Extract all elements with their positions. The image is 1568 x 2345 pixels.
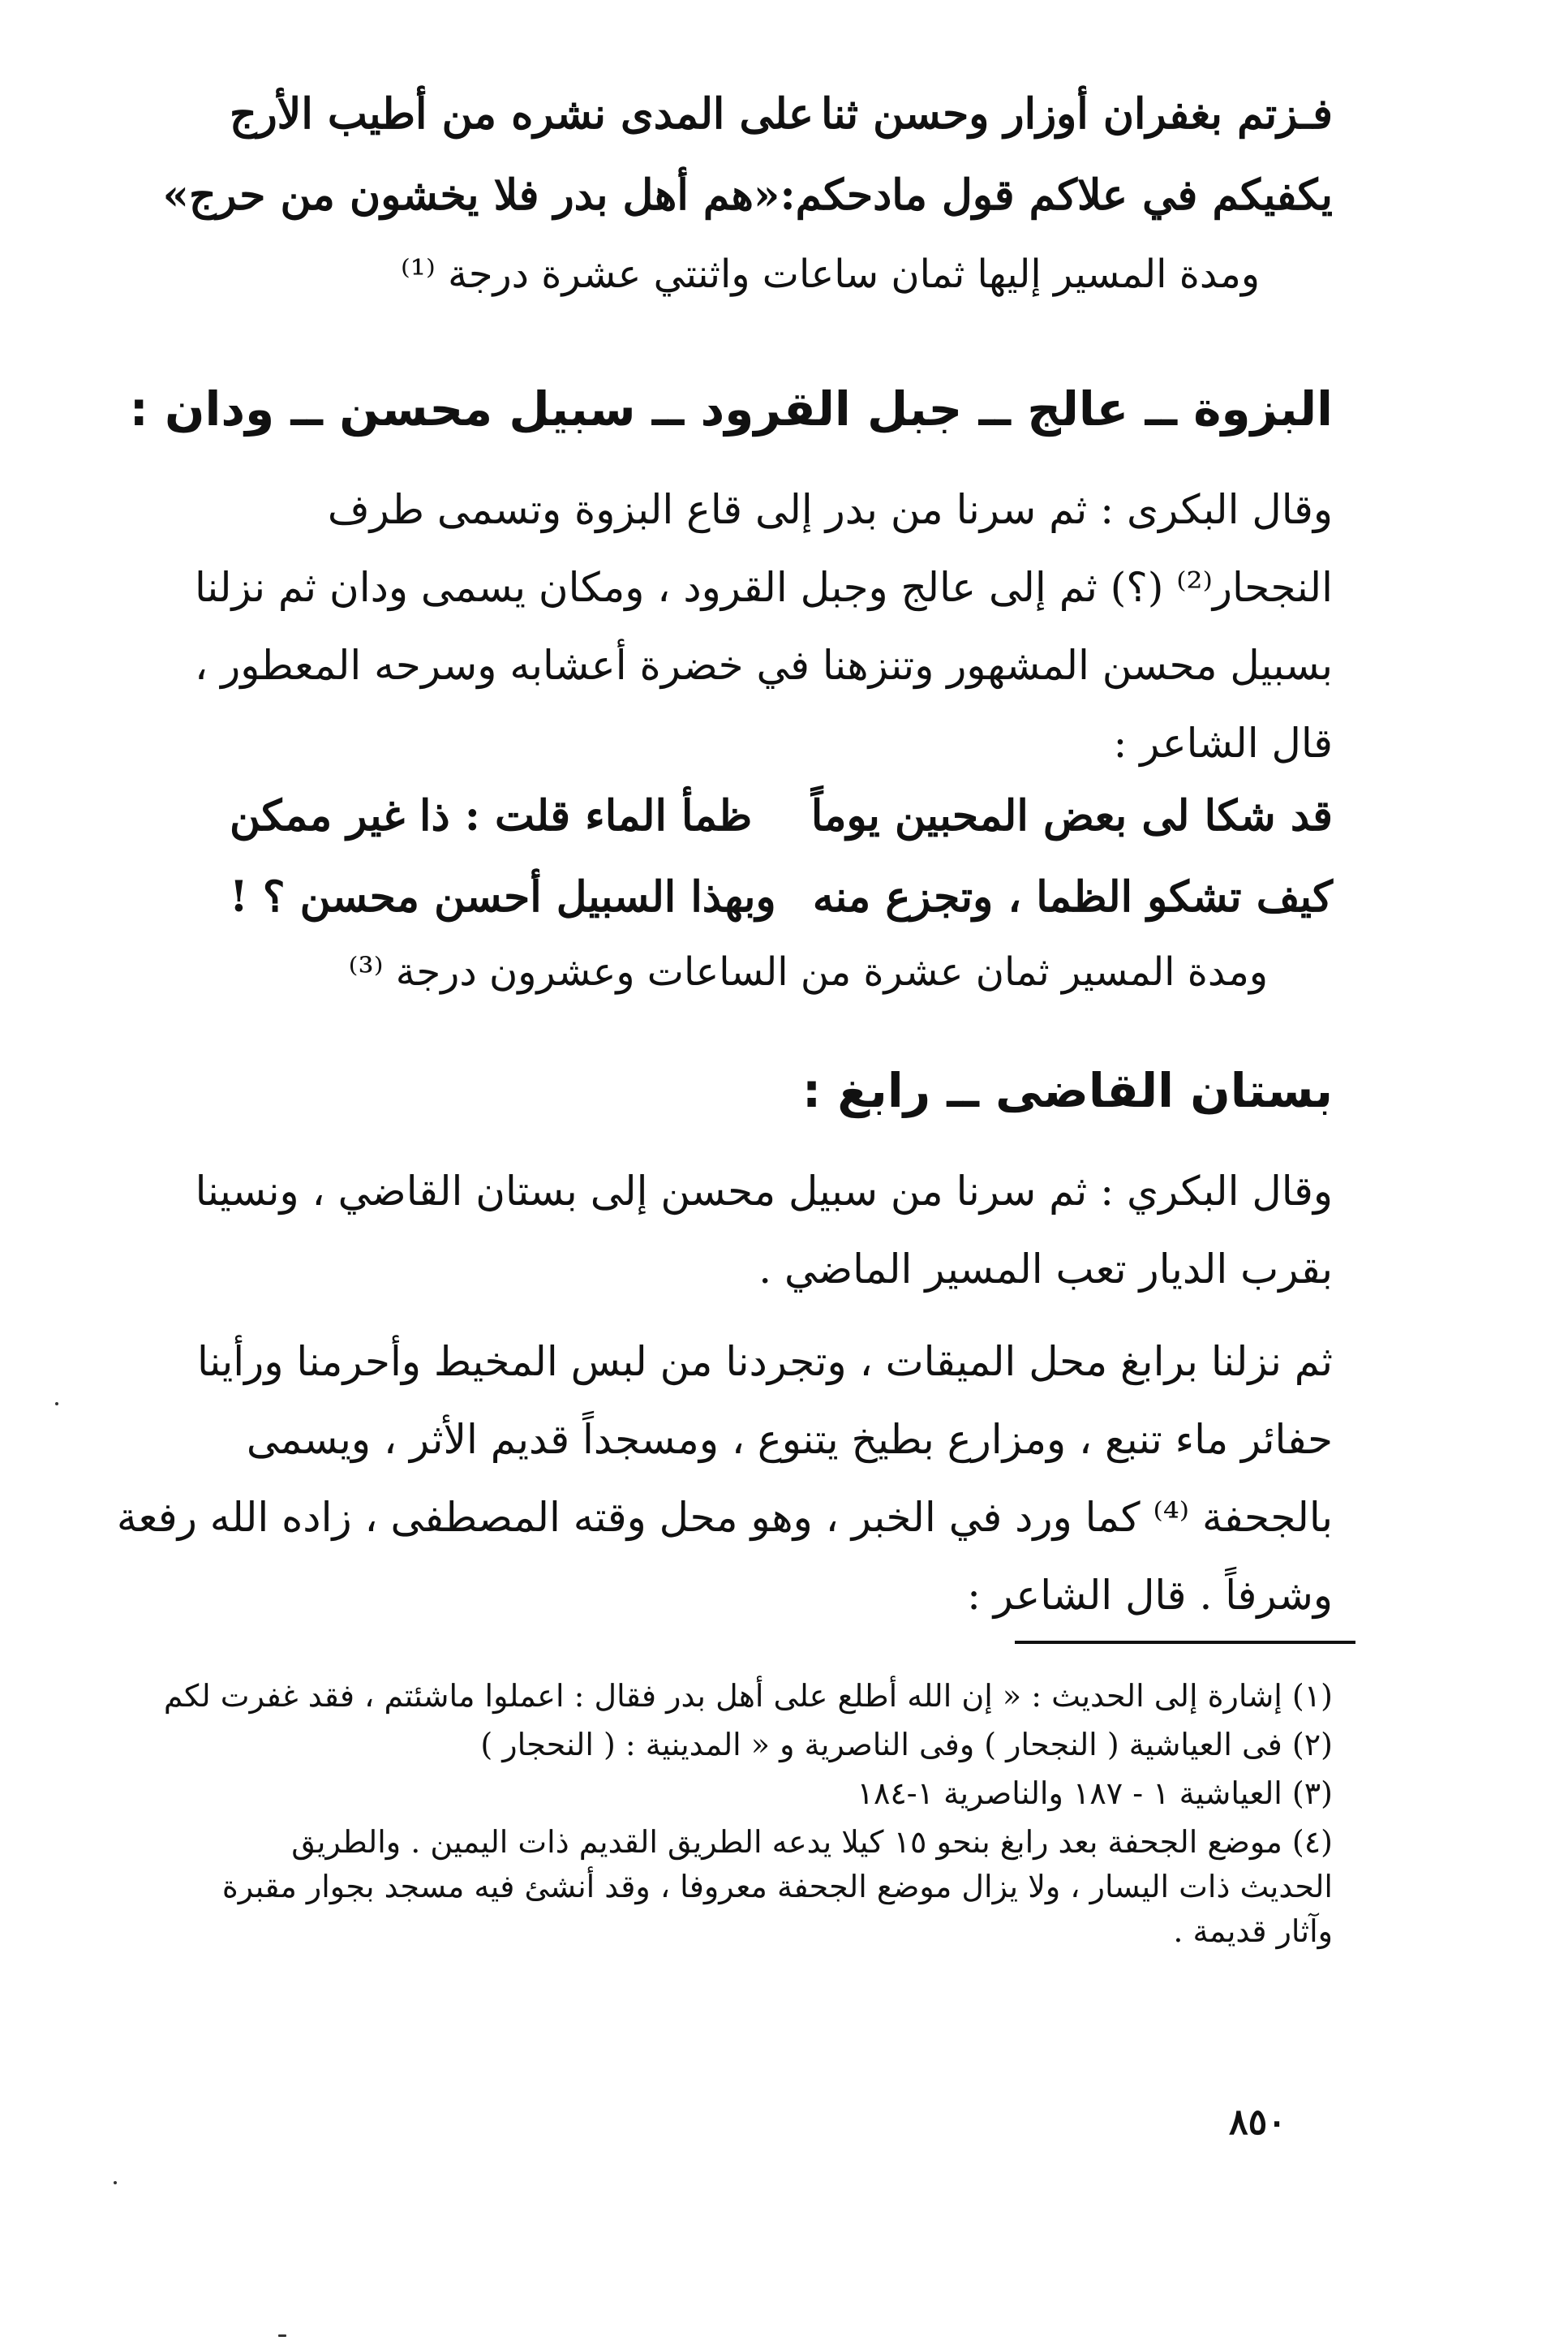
verse-line xyxy=(230,783,1333,848)
page-number: ٨٥٠ xyxy=(1229,2102,1287,2143)
paragraph-line: ثم نزلنا برابغ محل الميقات ، وتجردنا من لبس المخيط وأحرمنا ورأينا xyxy=(197,1338,1333,1385)
paragraph-line: بالجحفة ⁽⁴⁾ كما ورد في الخبر ، وهو محل وقته المصطفى ، زاده الله رفعة xyxy=(116,1494,1333,1541)
verse-hemistich-second: «هم أهل بدر فلا يخشون من حرج» xyxy=(162,170,780,220)
scan-speck xyxy=(114,2181,117,2184)
travel-duration-note: ومدة المسير ثمان عشرة من الساعات وعشرون درجة ⁽³⁾ xyxy=(348,949,1268,995)
verse-hemistich-second: ظمأ الماء قلت : ذا غير ممكن xyxy=(230,790,753,841)
footnote: (٣) العياشية ١ - ١٨٧ والناصرية ١-١٨٤ xyxy=(857,1775,1333,1811)
paragraph-line: قال الشاعر : xyxy=(1113,720,1333,767)
paragraph xyxy=(194,471,1333,782)
paragraph-line: بسبيل محسن المشهور وتنزهنا في خضرة أعشابه وسرحه المعطور ، xyxy=(195,642,1333,689)
paragraph-line: وقال البكري : ثم سرنا من سبيل محسن إلى بستان القاضي ، ونسينا xyxy=(195,1168,1333,1215)
paragraph xyxy=(116,1323,1333,1634)
scan-speck xyxy=(55,1402,58,1405)
paragraph-line: وقال البكرى : ثم سرنا من بدر إلى قاع البزوة وتسمى طرف xyxy=(327,486,1333,533)
paragraph-line: بقرب الديار تعب المسير الماضي . xyxy=(758,1246,1333,1293)
verse-line xyxy=(230,81,1333,146)
scan-speck xyxy=(278,2334,286,2337)
footnote-separator xyxy=(1015,1641,1355,1644)
paragraph xyxy=(195,1152,1333,1308)
footnote: (٢) فى العياشية ( النجحار ) وفى الناصرية و « المدينية : ( النحجار ) xyxy=(480,1727,1333,1762)
section-heading: البزوة ــ عالج ــ جبل القرود ــ سبيل محسن ــ ودان : xyxy=(129,381,1333,437)
verse-line xyxy=(230,864,1333,929)
paragraph-line: حفائر ماء تنبع ، ومزارع بطيخ يتنوع ، ومسجداً قديم الأثر ، ويسمى xyxy=(246,1416,1333,1463)
travel-duration-note: ومدة المسير إليها ثمان ساعات واثنتي عشرة درجة ⁽¹⁾ xyxy=(400,252,1260,297)
footnote: الحديث ذات اليسار ، ولا يزال موضع الجحفة معروفا ، وقد أنشئ فيه مسجد بجوار مقبرة xyxy=(221,1869,1333,1904)
verse-hemistich-first: يكفيكم في علاكم قول مادحكم: xyxy=(780,170,1333,220)
verse-hemistich-second: على المدى نشره من أطيب الأرج xyxy=(230,88,814,139)
paragraph-line: النجحار⁽²⁾ (؟) ثم إلى عالج وجبل القرود ، ومكان يسمى ودان ثم نزلنا xyxy=(194,564,1333,611)
verse-hemistich-first: فـزتم بغفران أوزار وحسن ثنا xyxy=(821,88,1333,139)
section-heading: بستان القاضى ــ رابغ : xyxy=(802,1063,1333,1118)
verse-line xyxy=(162,162,1333,227)
footnote: وآثار قديمة . xyxy=(1173,1913,1333,1949)
verse-hemistich-first: كيف تشكو الظما ، وتجزع منه xyxy=(812,871,1333,922)
footnote: (١) إشارة إلى الحديث : « إن الله أطلع على أهل بدر فقال : اعملوا ماشئتم ، فقد غفرت لكم xyxy=(163,1678,1333,1714)
verse-hemistich-first: قد شكا لى بعض المحبين يوماً xyxy=(810,790,1333,841)
verse-hemistich-second: وبهذا السبيل أحسن محسن ؟ ! xyxy=(230,871,776,922)
footnote: (٤) موضع الجحفة بعد رابغ بنحو ١٥ كيلا يدعه الطريق القديم ذات اليمين . والطريق xyxy=(291,1824,1333,1860)
paragraph-line: وشرفاً . قال الشاعر : xyxy=(967,1572,1333,1619)
